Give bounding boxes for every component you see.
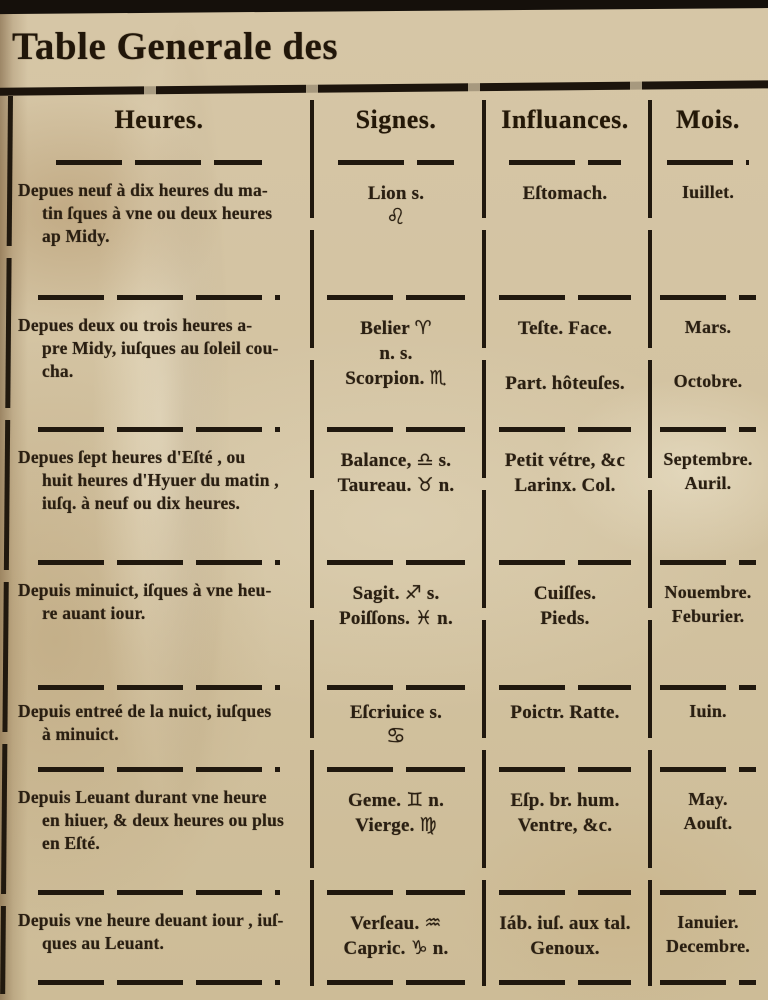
text-line: pre Midy, iuſques au ſoleil cou-: [42, 338, 279, 359]
cell-influances: [482, 772, 648, 895]
column-header-label: Influances.: [501, 105, 629, 134]
text-line: Ventre, &c.: [517, 815, 613, 837]
cell-mois: [648, 432, 768, 565]
cell-influances: [482, 165, 648, 300]
text-line: à minuict.: [42, 724, 119, 745]
text-line: Iuin.: [689, 701, 727, 721]
text-line: Septembre.: [663, 449, 753, 469]
text-line: Mars.: [684, 317, 732, 337]
text-line: Nouembre.: [664, 582, 752, 602]
text-line: Larinx. Col.: [514, 475, 616, 497]
text-line: Eſcriuice s.: [349, 702, 443, 723]
cell-heures: [8, 165, 310, 300]
cell-signes: [310, 565, 482, 690]
text-line: Poictr. Ratte.: [510, 702, 620, 723]
text-line: Part. hôteuſes.: [505, 373, 625, 395]
cell-mois: [648, 165, 768, 300]
cell-signes: [310, 300, 482, 432]
cell-mois: [648, 300, 768, 432]
text-line: ap Midy.: [42, 226, 110, 247]
text-line: Cuiſſes.: [533, 583, 597, 604]
cell-signes: [310, 772, 482, 895]
cell-influances: [482, 690, 648, 772]
cell-signes: [310, 432, 482, 565]
text-line: Eſp. br. hum.: [510, 790, 620, 811]
text-line: Decembre.: [666, 935, 750, 956]
cell-influances: [482, 300, 648, 432]
text-line: cha.: [42, 361, 74, 382]
text-line: n. s.: [379, 343, 413, 365]
text-line: Octobre.: [673, 370, 743, 391]
text-line: iuſq. à neuf ou dix heures.: [42, 493, 241, 514]
text-line: Depuis Leuant durant vne heure: [18, 787, 267, 807]
column-header-signes: [310, 95, 482, 165]
column-header-label: Signes.: [355, 105, 437, 134]
cell-signes: [310, 895, 482, 985]
text-line: Depues deux ou trois heures a-: [18, 315, 253, 335]
cell-mois: [648, 565, 768, 690]
text-line: Genoux.: [530, 938, 600, 960]
text-line: Lion s.: [367, 183, 425, 204]
cell-heures: [8, 772, 310, 895]
text-line: Vierge. ♍: [355, 815, 437, 837]
text-line: re auant iour.: [42, 603, 146, 624]
text-line: Teſte. Face.: [517, 318, 613, 339]
column-header-influances: [482, 95, 648, 165]
cell-signes: [310, 165, 482, 300]
cell-influances: [482, 895, 648, 985]
text-line: Verſeau. ♒: [350, 913, 442, 934]
cell-mois: [648, 895, 768, 985]
text-line: Depuis entreé de la nuict, iuſques: [18, 701, 272, 721]
column-header-label: Mois.: [676, 105, 740, 134]
text-line: ques au Leuant.: [42, 933, 165, 954]
cell-heures: [8, 690, 310, 772]
cell-mois: [648, 690, 768, 772]
text-line: Taureau. ♉ n.: [337, 475, 455, 497]
text-line: Depuis vne heure deuant iour , iuſ-: [18, 910, 284, 930]
cell-influances: [482, 432, 648, 565]
text-line: Aouſt.: [683, 812, 733, 833]
leo-symbol: ♌: [386, 205, 406, 231]
cancer-symbol: ♋: [386, 724, 406, 750]
cell-heures: [8, 432, 310, 565]
text-line: Geme. ♊ n.: [347, 790, 445, 811]
text-line: tin ſques à vne ou deux heures: [42, 203, 273, 224]
text-line: May.: [688, 789, 728, 809]
text-line: Pieds.: [540, 608, 590, 630]
astrology-table: [8, 95, 768, 985]
title-rule: [0, 80, 768, 96]
text-line: Iuillet.: [681, 182, 735, 202]
text-line: Belier ♈: [360, 318, 432, 339]
text-line: Depuis minuict, iſques à vne heu-: [18, 580, 272, 600]
cell-signes: [310, 690, 482, 772]
cell-heures: [8, 565, 310, 690]
column-header-heures: [8, 95, 310, 165]
scan-top-edge: [0, 0, 768, 14]
cell-heures: [8, 300, 310, 432]
text-line: Iáb. iuſ. aux tal.: [499, 913, 631, 934]
text-line: Depues ſept heures d'Eſté , ou: [18, 447, 246, 467]
text-line: en hiuer, & deux heures ou plus: [42, 810, 285, 831]
column-header-label: Heures.: [114, 105, 204, 134]
page-title: Table Generale des: [12, 25, 339, 68]
text-line: Poiſſons. ♓ n.: [339, 608, 453, 630]
text-line: Depues neuf à dix heures du ma-: [18, 180, 268, 200]
text-line: Ianuier.: [677, 912, 739, 932]
text-line: Capric. ♑ n.: [343, 938, 449, 960]
text-line: Petit vétre, &c: [504, 450, 626, 471]
text-line: Auril.: [684, 472, 732, 493]
text-line: Scorpion. ♏: [345, 368, 447, 390]
cell-heures: [8, 895, 310, 985]
text-line: en Eſté.: [42, 833, 100, 854]
cell-mois: [648, 772, 768, 895]
text-line: Feburier.: [671, 605, 745, 626]
cell-influances: [482, 565, 648, 690]
text-line: Balance, ♎ s.: [340, 450, 452, 471]
text-line: Eſtomach.: [522, 183, 608, 204]
text-line: huit heures d'Hyuer du matin ,: [42, 470, 279, 491]
text-line: Sagit. ♐ s.: [352, 583, 440, 604]
column-header-mois: [648, 95, 768, 165]
